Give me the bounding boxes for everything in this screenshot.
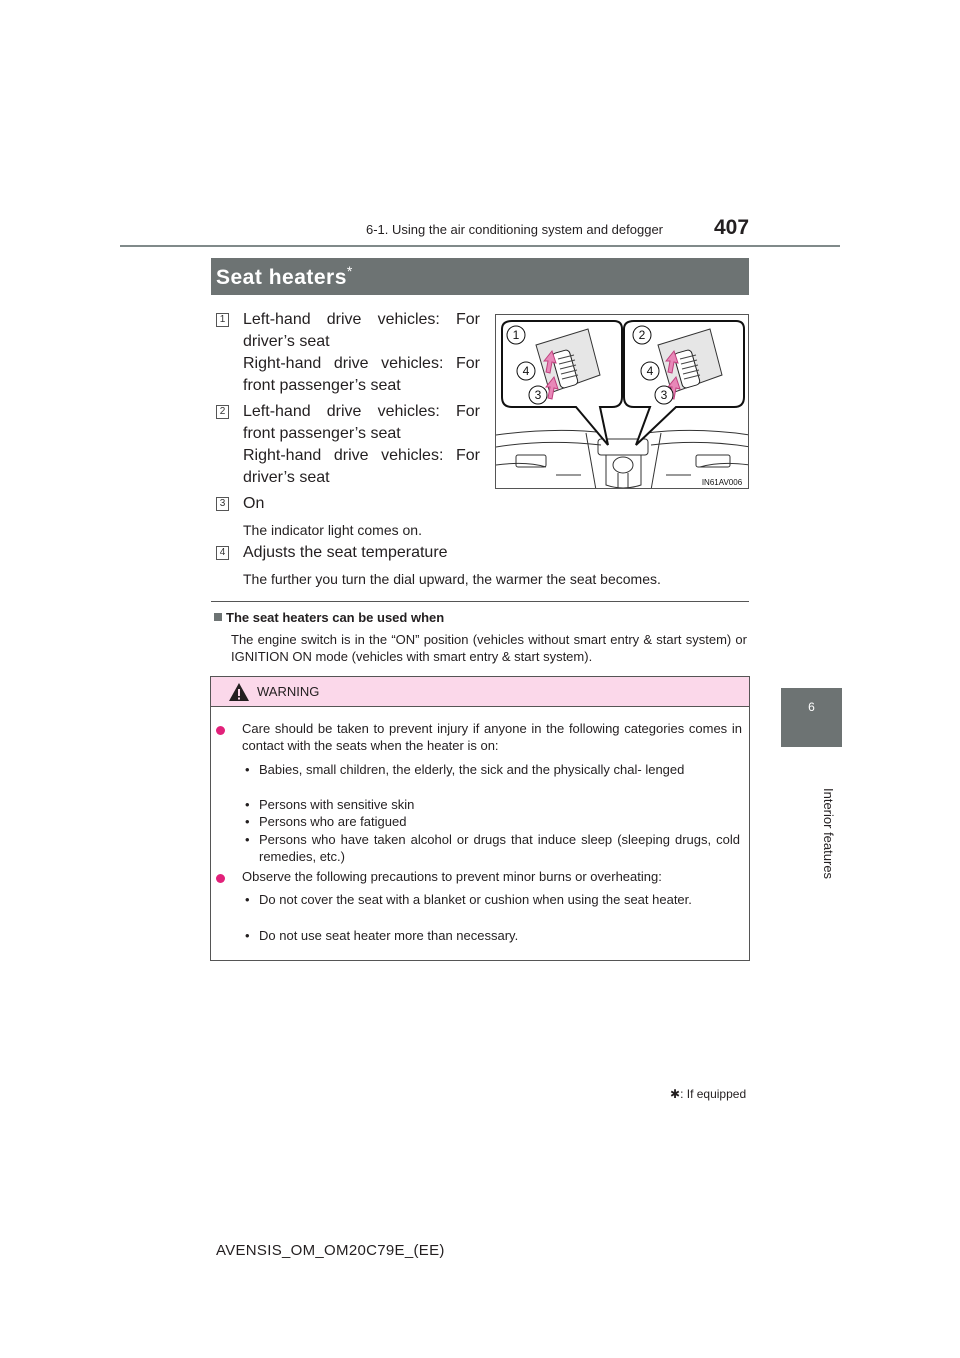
manual-code: AVENSIS_OM_OM20C79E_(EE): [216, 1242, 445, 1259]
section-divider: [211, 601, 749, 602]
item-2-line: Left-hand drive vehicles: For: [243, 403, 480, 420]
warning-triangle-icon: [228, 682, 250, 707]
item-1-line: Right-hand drive vehicles: For: [243, 355, 480, 372]
figure-callout-3-right: 3: [660, 388, 668, 402]
item-1-text: [243, 309, 480, 397]
chapter-tab: [781, 688, 842, 747]
section-title: [216, 263, 353, 290]
warning-label: WARNING: [257, 684, 320, 699]
pink-bullet-icon: [216, 874, 225, 883]
running-header: 6-1. Using the air conditioning system and defogger: [366, 222, 664, 237]
warning-bullet-1-text: Care should be taken to prevent injury if anyone in the following categories comes in contact with the seats when the heater is on:: [242, 721, 742, 753]
footnote-star-icon: ✱: [670, 1087, 681, 1101]
page-number: 407: [714, 216, 750, 239]
warning-sub-item: • Persons who have taken alcohol or drugs that induce sleep (sleeping drugs, cold remedies, etc.): [245, 832, 740, 864]
warning-bullet-2-text: Observe the following precautions to prevent minor burns or overheating:: [242, 869, 662, 884]
pink-bullet-icon: [216, 726, 225, 735]
console-drawing: [496, 315, 749, 489]
footnote-text: : If equipped: [680, 1087, 747, 1101]
item-1-line: front passenger’s seat: [243, 377, 401, 394]
seat-heater-illustration: [495, 314, 749, 489]
section-title-text: Seat heaters: [216, 266, 347, 289]
warning-sub-item: • Persons who are fatigued: [245, 814, 407, 829]
footnote: [670, 1087, 746, 1101]
item-4-description: The further you turn the dial upward, the warmer the seat becomes.: [243, 571, 661, 587]
item-2-text: [243, 401, 480, 489]
item-2-line: Right-hand drive vehicles: For: [243, 447, 480, 464]
figure-callout-4-left: 4: [522, 364, 530, 378]
item-number-4: 4: [216, 546, 229, 560]
header-rule: [120, 245, 840, 247]
warning-sub-item: • Persons with sensitive skin: [245, 797, 415, 812]
item-3-label: On: [243, 495, 265, 512]
item-2-line: front passenger’s seat: [243, 425, 401, 442]
figure-callout-2: 2: [638, 328, 646, 342]
item-3-description: The indicator light comes on.: [243, 522, 422, 538]
figure-callout-3-left: 3: [534, 388, 542, 402]
equipped-asterisk: *: [346, 263, 353, 279]
warning-sub-item: • Do not use seat heater more than necessary.: [245, 928, 519, 943]
item-number-2: 2: [216, 405, 229, 419]
figure-code: IN61AV006: [701, 478, 743, 487]
item-number-3: 3: [216, 497, 229, 511]
note-body: The engine switch is in the “ON” position (vehicles without smart entry & start system) or IGNITION ON mode (vehicles with smart entry & start system).: [231, 632, 747, 664]
figure-callout-4-right: 4: [646, 364, 654, 378]
item-number-1: 1: [216, 313, 229, 327]
note-heading: [214, 610, 444, 625]
item-4-label: Adjusts the seat temperature: [243, 544, 448, 561]
note-square-icon: [214, 613, 222, 621]
chapter-label: Interior features: [821, 788, 836, 880]
item-1-line: Left-hand drive vehicles: For: [243, 311, 480, 328]
figure-callout-1: 1: [512, 328, 520, 342]
chapter-number: 6: [808, 700, 815, 714]
item-2-line: driver’s seat: [243, 469, 330, 486]
item-1-line: driver’s seat: [243, 333, 330, 350]
note-heading-text: The seat heaters can be used when: [226, 610, 445, 625]
warning-sub-item: • Do not cover the seat with a blanket or cushion when using the seat heater.: [245, 892, 692, 907]
warning-sub-item: • Babies, small children, the elderly, the sick and the physically chal- lenged: [245, 762, 685, 777]
